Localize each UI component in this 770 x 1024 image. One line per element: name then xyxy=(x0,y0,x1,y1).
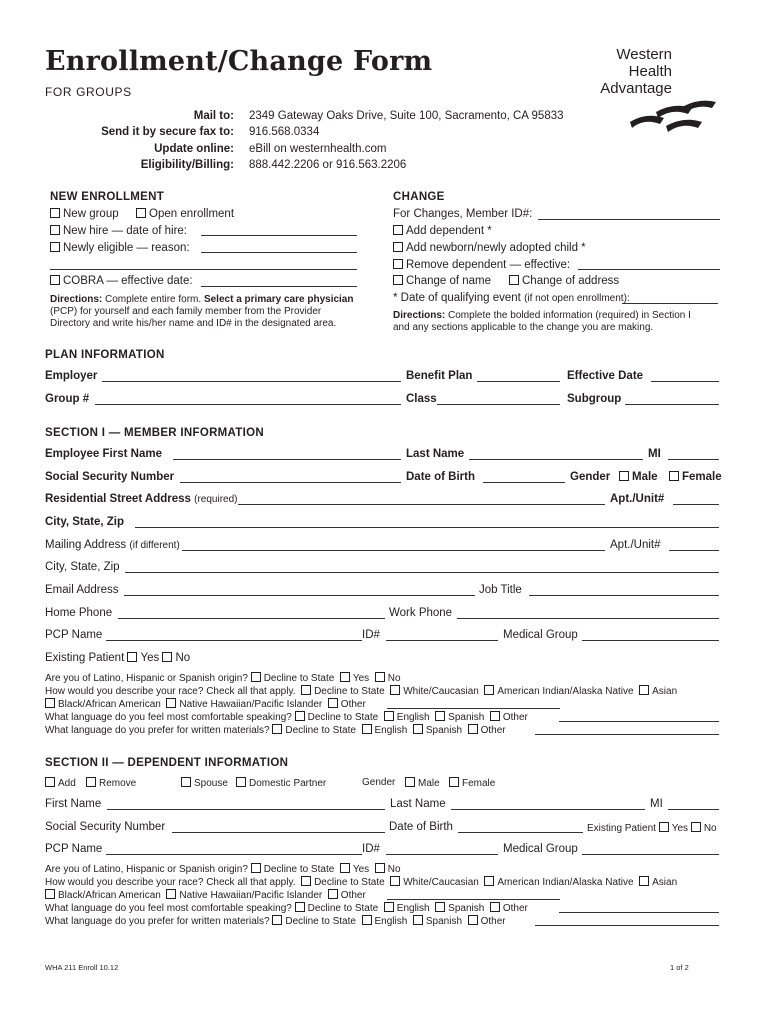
speak-english-checkbox[interactable] xyxy=(384,711,394,721)
dependent-language-written-row: What language do you prefer for written materials? Decline to State English Spanish Other xyxy=(45,916,506,927)
male-checkbox[interactable] xyxy=(619,471,629,481)
dependent-race-white-checkbox[interactable] xyxy=(390,876,400,886)
cobra-checkbox[interactable] xyxy=(50,275,60,285)
dependent-female-checkbox[interactable] xyxy=(449,777,459,787)
last-name-field[interactable] xyxy=(469,459,643,460)
subgroup-label: Subgroup xyxy=(567,393,622,405)
mail-to-value: 2349 Gateway Oaks Drive, Suite 100, Sacramento, CA 95833 xyxy=(249,110,564,122)
dependent-written-spanish-checkbox[interactable] xyxy=(413,915,423,925)
logo-line-3: Advantage xyxy=(600,80,672,97)
dependent-medical-group-label: Medical Group xyxy=(503,843,578,855)
new-enrollment-directions-3: Directory and write his/her name and ID# in the designated area. xyxy=(50,318,337,329)
dependent-written-other-field[interactable] xyxy=(535,925,719,926)
race-hawaiian-checkbox[interactable] xyxy=(166,698,176,708)
cobra-option[interactable]: COBRA — effective date: xyxy=(50,275,193,287)
existing-patient-no-checkbox[interactable] xyxy=(162,652,172,662)
home-phone-label: Home Phone xyxy=(45,607,113,619)
residential-address-label: Residential Street Address (required) xyxy=(45,493,238,505)
add-dependent-checkbox[interactable] xyxy=(393,225,403,235)
job-title-label: Job Title xyxy=(479,584,522,596)
new-enrollment-heading: NEW ENROLLMENT xyxy=(50,191,165,203)
employer-field[interactable] xyxy=(102,381,401,382)
dependent-medical-group-field[interactable] xyxy=(582,854,719,855)
dependent-female-option[interactable]: Female xyxy=(449,777,495,789)
pcp-id-label: ID# xyxy=(362,629,380,641)
dob-field[interactable] xyxy=(483,482,565,483)
dependent-dob-field[interactable] xyxy=(458,832,583,833)
mailing-address-label: Mailing Address (if different) xyxy=(45,539,180,551)
dependent-written-english-checkbox[interactable] xyxy=(362,915,372,925)
dependent-language-speaking-row: What language do you feel most comfortable speaking? Decline to State English Spanish Other xyxy=(45,903,528,914)
newly-eligible-reason-field-2[interactable] xyxy=(50,269,357,270)
mi-label: MI xyxy=(648,448,661,460)
dependent-first-name-label: First Name xyxy=(45,798,102,810)
new-hire-option[interactable]: New hire — date of hire: xyxy=(50,225,187,237)
newly-eligible-option[interactable]: Newly eligible — reason: xyxy=(50,242,190,254)
race-black-checkbox[interactable] xyxy=(45,698,55,708)
fax-value: 916.568.0334 xyxy=(249,126,320,138)
pcp-name-field[interactable] xyxy=(106,640,362,641)
mailing-apt-field[interactable] xyxy=(669,550,719,551)
new-group-option[interactable]: New group xyxy=(50,208,119,220)
apt-field[interactable] xyxy=(673,504,719,505)
newly-eligible-reason-field[interactable] xyxy=(201,252,357,253)
section-2-heading: SECTION II — DEPENDENT INFORMATION xyxy=(45,757,289,769)
dependent-latino-no-checkbox[interactable] xyxy=(375,863,385,873)
spouse-checkbox[interactable] xyxy=(181,777,191,787)
medical-group-field[interactable] xyxy=(582,640,719,641)
female-checkbox[interactable] xyxy=(669,471,679,481)
update-online-label: Update online: xyxy=(154,143,234,155)
change-directions-2: and any sections applicable to the change you are making. xyxy=(393,322,654,333)
dependent-existing-yes-checkbox[interactable] xyxy=(659,822,669,832)
dependent-race-decline-checkbox[interactable] xyxy=(301,876,311,886)
written-english-checkbox[interactable] xyxy=(362,724,372,734)
existing-patient-yes-checkbox[interactable] xyxy=(127,652,137,662)
residential-address-field[interactable] xyxy=(238,504,605,505)
open-enrollment-checkbox[interactable] xyxy=(136,208,146,218)
city-state-zip-field[interactable] xyxy=(135,527,719,528)
medical-group-label: Medical Group xyxy=(503,629,578,641)
existing-patient-row: Existing Patient Yes No xyxy=(45,652,191,664)
dependent-mi-label: MI xyxy=(650,798,663,810)
dependent-race-american-indian-checkbox[interactable] xyxy=(484,876,494,886)
new-enrollment-directions-1: Directions: Complete entire form. Select a primary care physician xyxy=(50,294,354,305)
change-address-checkbox[interactable] xyxy=(509,275,519,285)
speak-other-field[interactable] xyxy=(559,721,719,722)
group-number-label: Group # xyxy=(45,393,90,405)
dependent-speak-english-checkbox[interactable] xyxy=(384,902,394,912)
written-other-checkbox[interactable] xyxy=(468,724,478,734)
remove-dependent-checkbox[interactable] xyxy=(393,259,403,269)
dependent-existing-no-checkbox[interactable] xyxy=(691,822,701,832)
logo-line-2: Health xyxy=(628,63,672,80)
dependent-remove-option[interactable]: Remove xyxy=(86,777,136,789)
dependent-speak-spanish-checkbox[interactable] xyxy=(435,902,445,912)
domestic-partner-checkbox[interactable] xyxy=(236,777,246,787)
company-logo xyxy=(580,46,672,97)
female-option[interactable]: Female xyxy=(669,471,722,483)
open-enrollment-option[interactable]: Open enrollment xyxy=(136,208,234,220)
dependent-remove-checkbox[interactable] xyxy=(86,777,96,787)
speak-decline-checkbox[interactable] xyxy=(295,711,305,721)
speak-other-checkbox[interactable] xyxy=(490,711,500,721)
dependent-race-black-checkbox[interactable] xyxy=(45,889,55,899)
dependent-latino-yes-checkbox[interactable] xyxy=(340,863,350,873)
latino-no-checkbox[interactable] xyxy=(375,672,385,682)
race-question-row-2: Black/African American Native Hawaiian/Pacific Islander Other xyxy=(45,698,366,710)
race-question-row: How would you describe your race? Check all that apply. Decline to State White/Caucasian American Indian/Alaska Native Asian xyxy=(45,686,678,697)
effective-date-label: Effective Date xyxy=(567,370,644,382)
dependent-latino-decline-checkbox[interactable] xyxy=(251,863,261,873)
apt-label: Apt./Unit# xyxy=(610,493,665,505)
work-phone-label: Work Phone xyxy=(389,607,453,619)
dependent-existing-patient-row: Existing Patient Yes No xyxy=(587,823,717,834)
dependent-race-other-field[interactable] xyxy=(387,899,560,900)
speak-spanish-checkbox[interactable] xyxy=(435,711,445,721)
language-written-row: What language do you prefer for written materials? Decline to State English Spanish Other xyxy=(45,725,506,736)
latino-decline-checkbox[interactable] xyxy=(251,672,261,682)
dependent-add-checkbox[interactable] xyxy=(45,777,55,787)
subgroup-field[interactable] xyxy=(625,404,719,405)
dependent-race-question-row: How would you describe your race? Check all that apply. Decline to State White/Caucasian American Indian/Alaska Native Asian xyxy=(45,877,678,888)
class-field[interactable] xyxy=(437,404,560,405)
new-enrollment-directions-2: (PCP) for yourself and each family member from the Provider xyxy=(50,306,322,317)
dependent-race-hawaiian-checkbox[interactable] xyxy=(166,889,176,899)
dependent-race-other-checkbox[interactable] xyxy=(328,889,338,899)
benefit-plan-field[interactable] xyxy=(477,381,560,382)
dependent-ssn-field[interactable] xyxy=(172,832,385,833)
page-subtitle: FOR GROUPS xyxy=(45,85,132,99)
employee-first-name-field[interactable] xyxy=(173,459,401,460)
change-heading: CHANGE xyxy=(393,191,445,203)
dependent-male-option[interactable]: Male xyxy=(405,777,440,789)
form-id: WHA 211 Enroll 10.12 xyxy=(45,963,119,972)
class-label: Class xyxy=(406,393,437,405)
dependent-pcp-id-label: ID# xyxy=(362,843,380,855)
spouse-option[interactable]: Spouse xyxy=(181,777,228,789)
race-white-checkbox[interactable] xyxy=(390,685,400,695)
city-state-zip-label: City, State, Zip xyxy=(45,516,125,528)
work-phone-field[interactable] xyxy=(457,618,719,619)
section-1-heading: SECTION I — MEMBER INFORMATION xyxy=(45,427,264,439)
add-newborn-option[interactable]: Add newborn/newly adopted child * xyxy=(393,242,586,254)
dependent-speak-other-field[interactable] xyxy=(559,912,719,913)
written-decline-checkbox[interactable] xyxy=(272,724,282,734)
add-newborn-checkbox[interactable] xyxy=(393,242,403,252)
race-decline-checkbox[interactable] xyxy=(301,685,311,695)
dependent-race-asian-checkbox[interactable] xyxy=(639,876,649,886)
employer-label: Employer xyxy=(45,370,98,382)
mailing-city-state-zip-field[interactable] xyxy=(125,572,719,573)
update-online-value: eBill on westernhealth.com xyxy=(249,143,387,155)
logo-line-1: Western xyxy=(616,46,672,63)
page-number: 1 of 2 xyxy=(670,963,689,972)
ssn-field[interactable] xyxy=(180,482,401,483)
page-title: Enrollment/Change Form xyxy=(45,46,433,77)
written-spanish-checkbox[interactable] xyxy=(413,724,423,734)
eligibility-label: Eligibility/Billing: xyxy=(140,159,234,171)
change-name-checkbox[interactable] xyxy=(393,275,403,285)
dependent-written-decline-checkbox[interactable] xyxy=(272,915,282,925)
dependent-dob-label: Date of Birth xyxy=(389,821,453,833)
pcp-name-label: PCP Name xyxy=(45,629,103,641)
dependent-ssn-label: Social Security Number xyxy=(45,821,166,833)
remove-dependent-option[interactable]: Remove dependent — effective: xyxy=(393,259,570,271)
qualifying-event-date-field[interactable] xyxy=(622,303,718,304)
mailing-apt-label: Apt./Unit# xyxy=(610,539,661,551)
mail-to-label: Mail to: xyxy=(193,110,234,122)
dependent-pcp-name-label: PCP Name xyxy=(45,843,103,855)
fax-label: Send it by secure fax to: xyxy=(101,126,234,138)
employee-first-name-label: Employee First Name xyxy=(45,448,162,460)
change-directions-1: Directions: Complete the bolded information (required) in Section I xyxy=(393,310,691,321)
member-id-label: For Changes, Member ID#: xyxy=(393,208,533,220)
dependent-speak-decline-checkbox[interactable] xyxy=(295,902,305,912)
job-title-field[interactable] xyxy=(529,595,719,596)
group-number-field[interactable] xyxy=(95,404,401,405)
dependent-pcp-id-field[interactable] xyxy=(386,854,498,855)
home-phone-field[interactable] xyxy=(118,618,385,619)
eligibility-value: 888.442.2206 or 916.563.2206 xyxy=(249,159,407,171)
email-label: Email Address xyxy=(45,584,119,596)
change-name-option[interactable]: Change of name xyxy=(393,275,491,287)
dependent-speak-other-checkbox[interactable] xyxy=(490,902,500,912)
pcp-id-field[interactable] xyxy=(386,640,498,641)
dependent-mi-field[interactable] xyxy=(668,809,719,810)
dob-label: Date of Birth xyxy=(406,471,475,483)
race-american-indian-checkbox[interactable] xyxy=(484,685,494,695)
mi-field[interactable] xyxy=(668,459,719,460)
cobra-date-field[interactable] xyxy=(201,286,357,287)
dependent-add-option[interactable]: Add xyxy=(45,777,76,789)
dependent-written-other-checkbox[interactable] xyxy=(468,915,478,925)
male-option[interactable]: Male xyxy=(619,471,658,483)
dependent-male-checkbox[interactable] xyxy=(405,777,415,787)
email-field[interactable] xyxy=(124,595,475,596)
ssn-label: Social Security Number xyxy=(45,471,175,483)
effective-date-field[interactable] xyxy=(651,381,719,382)
mailing-address-field[interactable] xyxy=(182,550,605,551)
logo-wave-icon xyxy=(626,98,718,134)
domestic-partner-option[interactable]: Domestic Partner xyxy=(236,777,326,789)
dependent-gender-label: Gender xyxy=(362,777,396,788)
written-other-field[interactable] xyxy=(535,734,719,735)
mailing-city-state-zip-label: City, State, Zip xyxy=(45,561,120,573)
new-hire-checkbox[interactable] xyxy=(50,225,60,235)
change-address-option[interactable]: Change of address xyxy=(509,275,619,287)
race-asian-checkbox[interactable] xyxy=(639,685,649,695)
new-hire-date-field[interactable] xyxy=(201,235,357,236)
latino-question-row: Are you of Latino, Hispanic or Spanish origin? Decline to State Yes No xyxy=(45,673,401,684)
language-speaking-row: What language do you feel most comfortable speaking? Decline to State English Spanish Other xyxy=(45,712,528,723)
dependent-last-name-label: Last Name xyxy=(390,798,446,810)
dependent-last-name-field[interactable] xyxy=(451,809,645,810)
latino-yes-checkbox[interactable] xyxy=(340,672,350,682)
last-name-label: Last Name xyxy=(406,448,465,460)
newly-eligible-checkbox[interactable] xyxy=(50,242,60,252)
race-other-checkbox[interactable] xyxy=(328,698,338,708)
benefit-plan-label: Benefit Plan xyxy=(406,370,473,382)
qualifying-event-label: * Date of qualifying event (if not open enrollment): xyxy=(393,292,630,304)
dependent-pcp-name-field[interactable] xyxy=(106,854,362,855)
dependent-race-question-row-2: Black/African American Native Hawaiian/Pacific Islander Other xyxy=(45,889,366,901)
race-other-field[interactable] xyxy=(387,708,560,709)
dependent-first-name-field[interactable] xyxy=(107,809,385,810)
add-dependent-option[interactable]: Add dependent * xyxy=(393,225,492,237)
plan-information-heading: PLAN INFORMATION xyxy=(45,349,165,361)
remove-dependent-date-field[interactable] xyxy=(578,269,720,270)
dependent-latino-question-row: Are you of Latino, Hispanic or Spanish origin? Decline to State Yes No xyxy=(45,864,401,875)
member-id-field[interactable] xyxy=(538,219,720,220)
gender-label: Gender xyxy=(570,471,611,483)
new-group-checkbox[interactable] xyxy=(50,208,60,218)
